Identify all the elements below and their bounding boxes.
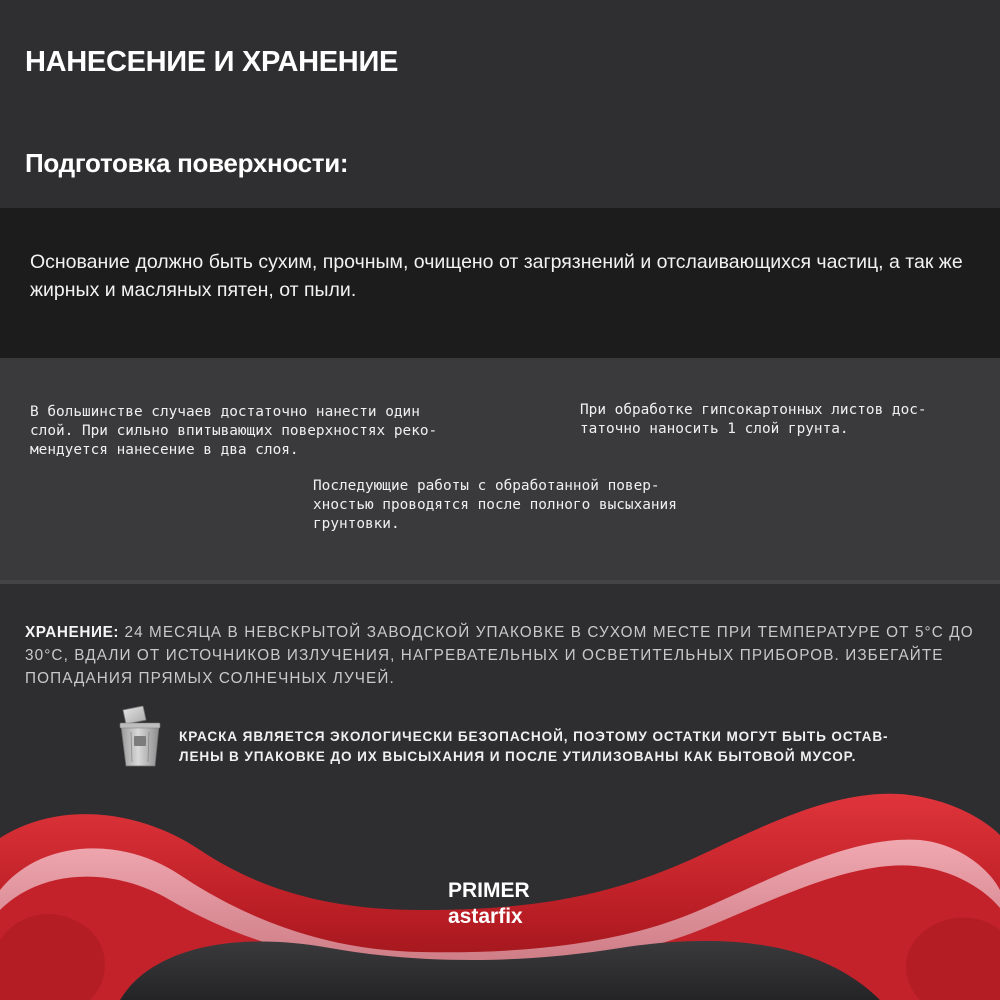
further-work-note: Последующие работы с обработанной повер- хностью проводятся после полного высыхания грунтовки. [313,478,677,532]
storage-label: ХРАНЕНИЕ: [25,624,120,641]
storage-text: 24 МЕСЯЦА В НЕВСКРЫТОЙ ЗАВОДСКОЙ УПАКОВКЕ В СУХОМ МЕСТЕ ПРИ ТЕМПЕРАТУРЕ ОТ 5°С ДО 30°С, ВДАЛИ ОТ ИСТОЧНИКОВ ИЗЛУЧЕНИЯ, НАГРЕВАТЕЛЬНЫХ И ОСВЕТИТЕЛЬНЫХ ПРИБОРОВ. ИЗБЕГАЙТЕ ПОПАДАНИЯ ПРЯМЫХ СОЛНЕЧНЫХ ЛУЧЕЙ. [25,624,974,687]
page-title: НАНЕСЕНИЕ И ХРАНЕНИЕ [25,46,399,78]
trash-bin-icon [117,706,163,768]
drywall-note: При обработке гипсокартонных листов дос- таточно наносить 1 слой грунта. [580,402,927,437]
storage-paragraph [25,621,985,690]
surface-requirements-text: Основание должно быть сухим, прочным, очищено от загрязнений и отслаивающихся частиц, а так же жирных и масляных пятен, от пыли. [30,251,963,301]
notes-band [0,358,1000,582]
brand-block [448,878,530,930]
divider [0,580,1000,584]
product-name: PRIMER [448,879,530,902]
eco-disposal-text [179,727,899,767]
layers-note: В большинстве случаев достаточно нанести один слой. При сильно впитывающих поверхностях реко- мендуется нанесение в два слоя. [30,404,438,458]
eco-text-content: КРАСКА ЯВЛЯЕТСЯ ЭКОЛОГИЧЕСКИ БЕЗОПАСНОЙ, ПОЭТОМУ ОСТАТКИ МОГУТ БЫТЬ ОСТАВ- ЛЕНЫ В УПАКОВКЕ ДО ИХ ВЫСЫХАНИЯ И ПОСЛЕ УТИЛИЗОВАНЫ КАК БЫТОВОЙ МУСОР. [179,729,889,764]
brand-name: astarfix [448,905,523,928]
section-subtitle: Подготовка поверхности: [25,148,349,178]
